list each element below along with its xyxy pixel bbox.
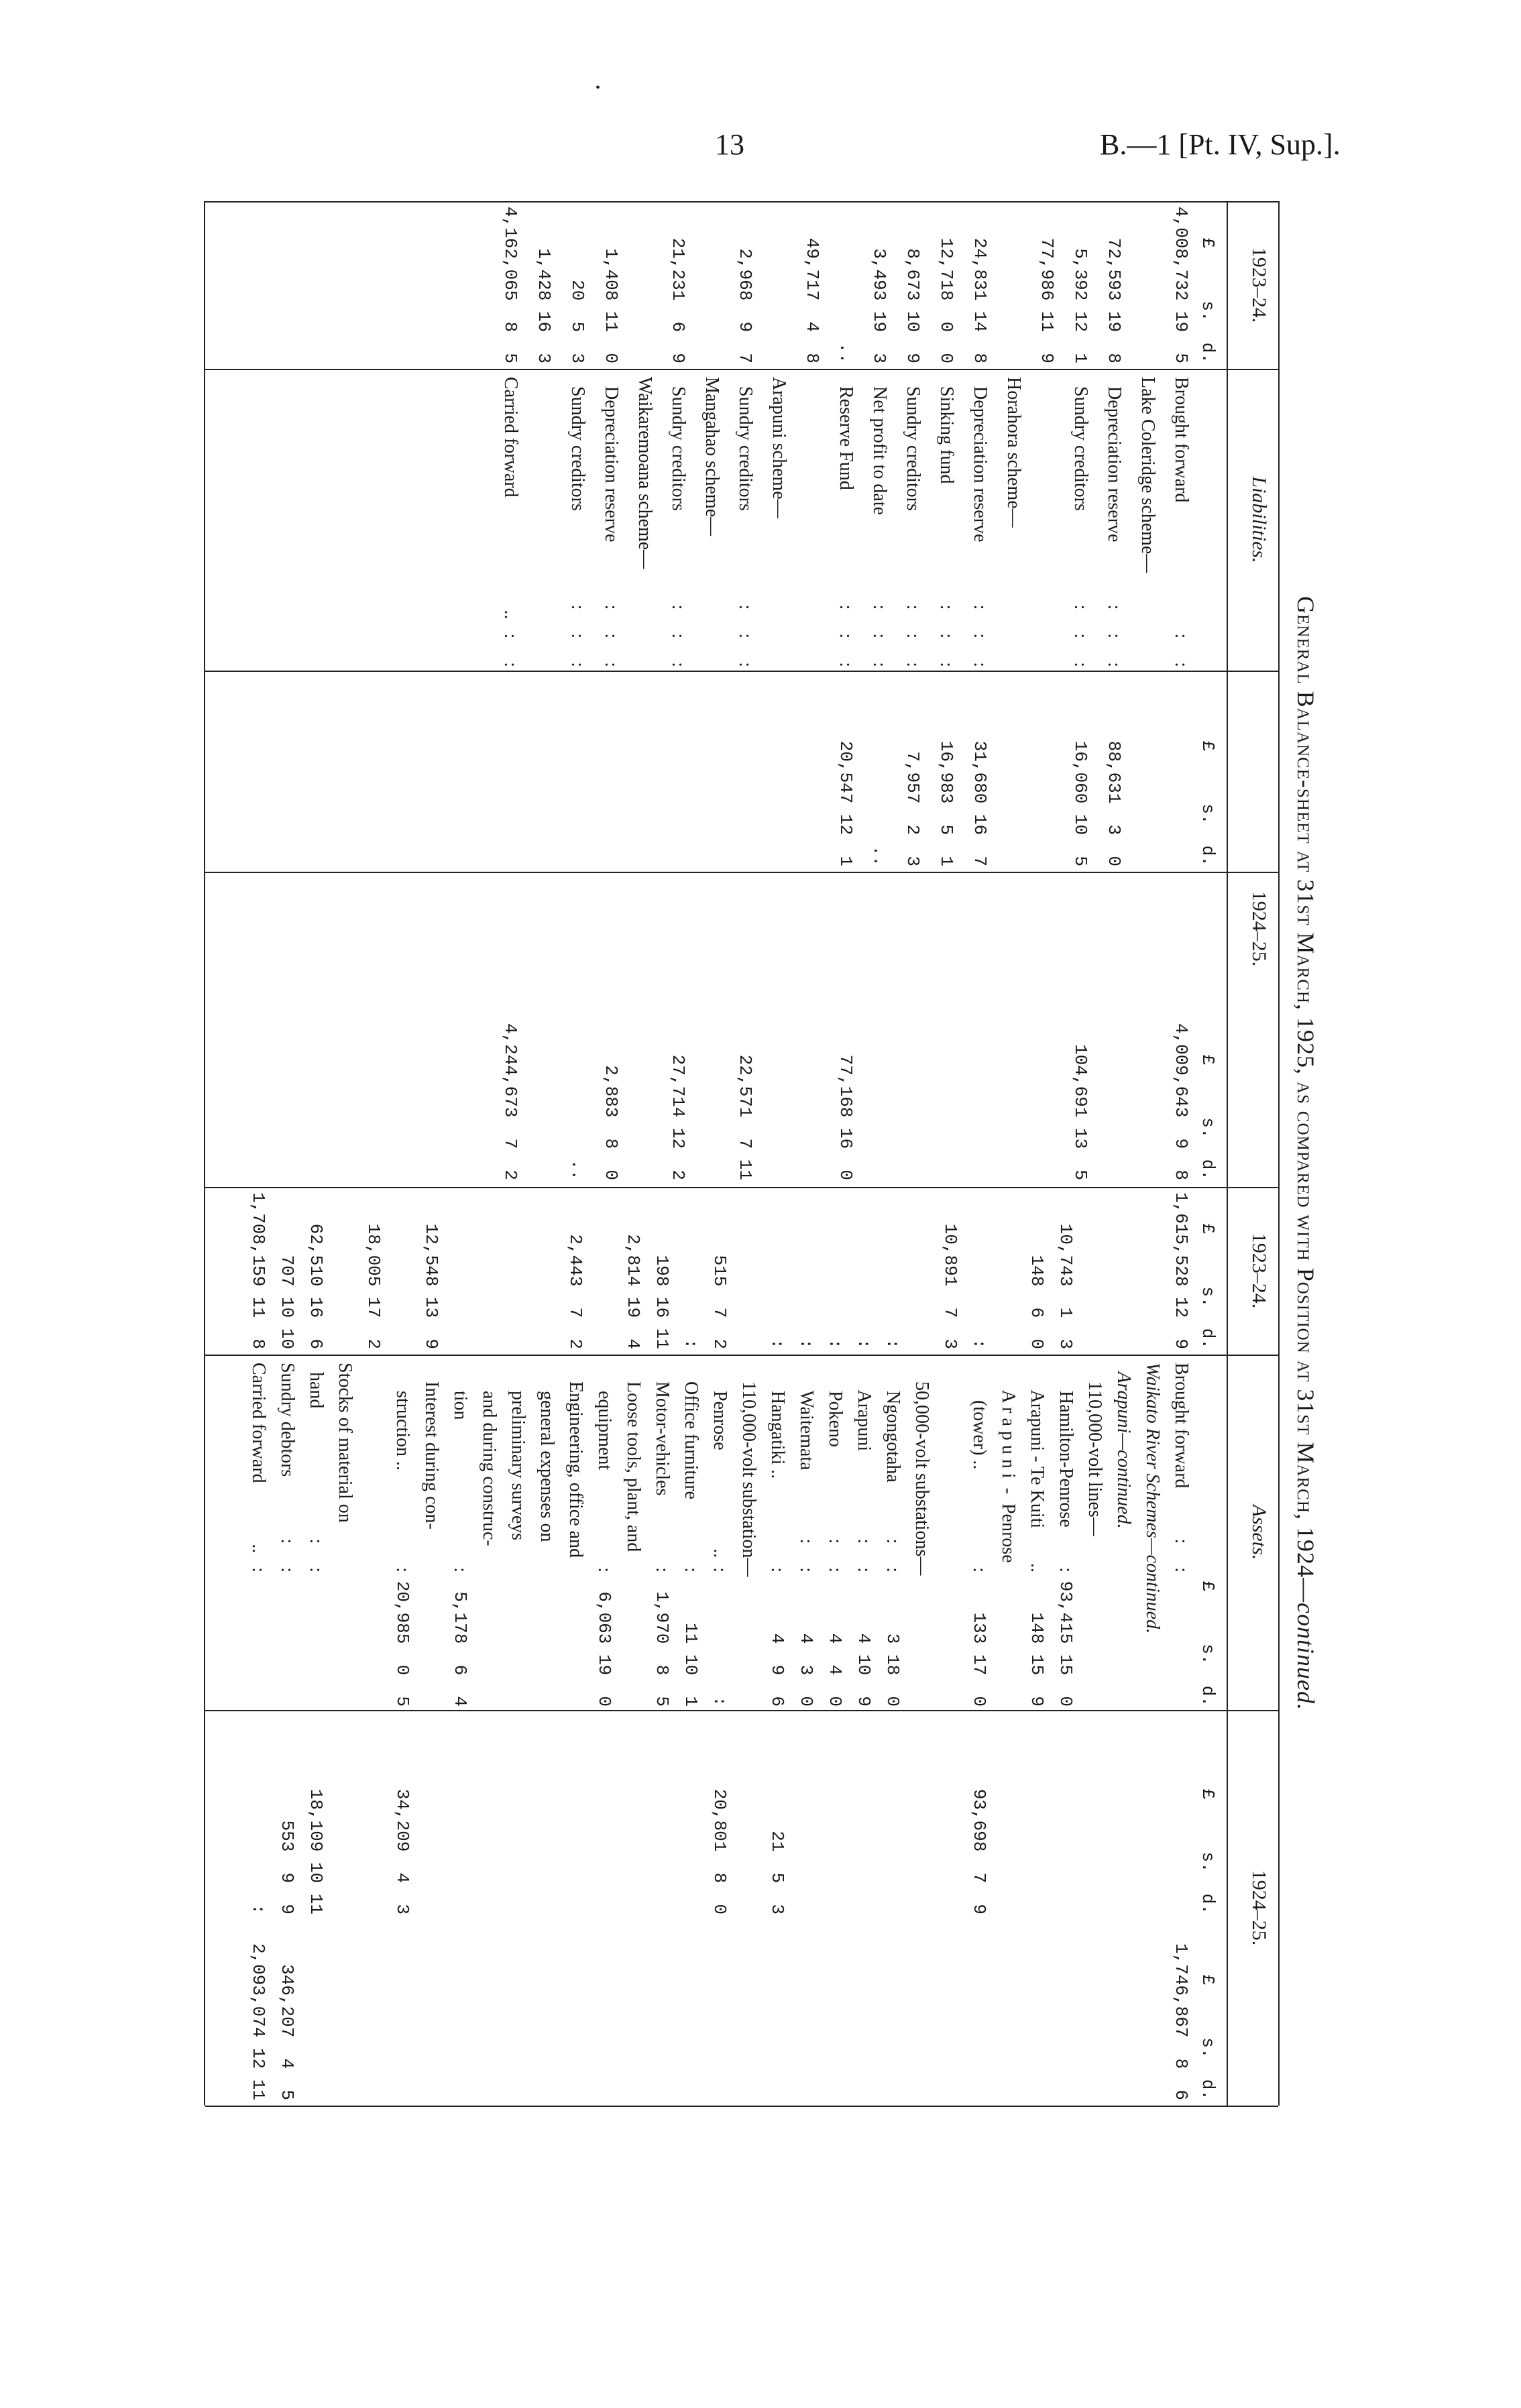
assets-item-dots: : : (883, 1538, 903, 1572)
assets-item-dots: .. : (710, 1548, 730, 1572)
liab-item-label: Sinking fund (936, 377, 957, 484)
liab-item-dots: : : : (970, 604, 991, 667)
assets-sub-amount: 20,985 0 5 (392, 1581, 412, 1707)
assets-item-label: Carried forward (248, 1363, 269, 1483)
assets-sub-amount: 4 10 9 (854, 1633, 874, 1707)
assets-item-dots: : : (306, 1538, 327, 1572)
liab-total-amount: 4,009,643 9 8 (1171, 1023, 1191, 1180)
assets-sub-amount: 133 17 0 (969, 1612, 989, 1707)
assets-sub-amount: 148 15 9 (1027, 1612, 1047, 1707)
assets-col-label: Assets. (1248, 1504, 1270, 1560)
liab-item-label: Sundry creditors (903, 377, 923, 511)
liab-prev-amount: 4,162,065 8 5 (500, 207, 520, 364)
liab-item-dots: : : : (903, 604, 923, 667)
page-number: 13 (715, 128, 744, 161)
liab-prev-amount: 21,231 6 9 (668, 237, 688, 363)
assets-item-label: 50,000-volt substations— (911, 1363, 932, 1576)
assets-prev-amount: : (854, 1338, 874, 1349)
assets-item-dots: : (392, 1567, 413, 1572)
liab-item-label: Arapuni scheme— (769, 377, 789, 518)
page-reference: B.—1 [Pt. IV, Sup.]. (1100, 128, 1341, 161)
assets-prev-amount: 10,743 1 3 (1056, 1223, 1076, 1349)
assets-item-label: Arapuni - Te Kuiti (1027, 1363, 1048, 1529)
assets-prev-amount: : (796, 1338, 816, 1349)
liab-col-1924-25: 1924–25. (1248, 891, 1270, 967)
assets-item-dots: : : (854, 1538, 875, 1572)
assets-sub-amount: 3 18 0 (883, 1633, 903, 1707)
liab-total-amount: 77,168 16 0 (836, 1054, 856, 1180)
liab-total-amount: 2,883 8 0 (601, 1065, 621, 1180)
assets-item-dots: : : (277, 1538, 298, 1572)
liab-item-dots: : : : (567, 604, 588, 667)
liab-item-dots: : : (1171, 633, 1192, 667)
assets-prev-amount: : (767, 1338, 787, 1349)
liab-item-label: Waikaremoana scheme— (634, 377, 655, 569)
assets-unit-sub: £ s. d. (1198, 1581, 1218, 1707)
liab-item-dots: : : : (668, 604, 689, 667)
assets-item-label: Engineering, office and (565, 1363, 586, 1558)
assets-item-dots: : (1056, 1567, 1076, 1572)
liab-item-label: Depreciation reserve (1104, 377, 1125, 542)
liab-item-dots: : : : (836, 604, 856, 667)
assets-prev-amount: : (969, 1338, 989, 1349)
assets-detail-amount: 93,698 7 9 (969, 1788, 989, 1914)
liab-prev-amount: 1,408 11 0 (601, 248, 621, 363)
liab-item-label: Sundry creditors (668, 377, 689, 511)
sheet-title (1292, 201, 1320, 2106)
assets-item-label: Office furniture (681, 1363, 701, 1499)
assets-sub-amount: 4 3 0 (796, 1633, 816, 1707)
liab-prev-amount: 3,493 19 3 (869, 248, 889, 363)
liab-item-dots: : : : (1070, 604, 1091, 667)
assets-item-label: equipment (594, 1363, 615, 1471)
title-continued: continued. (1292, 1603, 1319, 1711)
assets-prev-amount: : (681, 1338, 701, 1349)
liab-prev-amount: 2,968 9 7 (735, 248, 755, 363)
assets-item-label: hand (306, 1363, 327, 1409)
assets-total-amount: 2,093,074 12 11 (248, 1943, 268, 2100)
assets-prev-amount: 1,615,528 12 9 (1171, 1192, 1191, 1350)
liab-item-label: Lake Coleridge scheme— (1137, 377, 1158, 573)
balance-table (204, 201, 1280, 2106)
assets-item-label: Hangatiki .. (767, 1363, 788, 1479)
liab-unit-prev: £ s. d. (1198, 237, 1218, 363)
liab-total-amount: 104,691 13 5 (1070, 1044, 1090, 1180)
liab-item-dots: : : : (936, 604, 957, 667)
liab-detail-amount: 16,060 10 5 (1070, 740, 1090, 866)
assets-item-dots: .. : (248, 1544, 269, 1572)
assets-item-label: Loose tools, plant, and (623, 1363, 644, 1552)
assets-item-label: struction .. (392, 1363, 413, 1471)
assets-item-label: Waikato River Schemes—continued. (1142, 1363, 1163, 1634)
assets-item-dots: : (969, 1567, 990, 1572)
assets-unit-detail: £ s. d. (1198, 1788, 1218, 1914)
assets-item-label: Pokeno (825, 1363, 846, 1447)
liab-total-amount: 22,571 7 11 (735, 1054, 755, 1180)
assets-unit-prev: £ s. d. (1198, 1223, 1218, 1349)
liab-item-label: Sundry creditors (1070, 377, 1091, 511)
assets-item-dots: : : (825, 1538, 846, 1572)
assets-item-label: Arapuni (854, 1363, 875, 1452)
assets-sub-amount: 5,178 6 4 (450, 1591, 470, 1707)
assets-prev-amount: 198 16 11 (652, 1255, 672, 1349)
liab-item-dots: : : : (601, 604, 622, 667)
assets-item-label: 110,000-volt lines— (1084, 1363, 1105, 1536)
assets-item-dots: : (450, 1567, 471, 1572)
liab-col-1923-24: 1923–24. (1248, 247, 1270, 323)
title-main: General Balance-sheet at 31st March, 1925, as compared with Position at 31st March, 1924— (1292, 596, 1319, 1603)
liab-prev-amount: 5,392 12 1 (1070, 248, 1090, 363)
assets-item-dots: : (594, 1567, 615, 1572)
assets-sub-amount: 1,970 8 5 (652, 1591, 672, 1707)
assets-item-label: preliminary surveys (508, 1363, 528, 1541)
assets-prev-amount: 2,814 19 4 (623, 1234, 643, 1349)
liab-item-label: Carried forward (500, 377, 521, 498)
assets-col-1924-25: 1924–25. (1248, 1870, 1270, 1946)
assets-prev-amount: 2,443 7 2 (565, 1234, 585, 1349)
assets-sub-amount: 4 9 6 (767, 1633, 787, 1707)
assets-prev-amount: 515 7 2 (710, 1255, 730, 1349)
assets-item-dots: : (681, 1567, 701, 1572)
assets-detail-amount: 18,109 10 11 (306, 1788, 326, 1914)
assets-item-label: (tower) .. (969, 1363, 990, 1470)
liab-total-amount: 4,244,673 7 2 (500, 1023, 520, 1180)
liab-prev-amount: 77,986 11 9 (1037, 237, 1057, 363)
liab-item-label: Depreciation reserve (601, 377, 622, 542)
liab-prev-amount: .. (836, 342, 856, 363)
liab-detail-amount: 31,680 16 7 (970, 740, 990, 866)
assets-item-label: general expenses on (537, 1363, 557, 1542)
liab-item-dots: : : : (869, 604, 890, 667)
assets-prev-amount: 12,548 13 9 (421, 1223, 441, 1349)
assets-item-label: Ngongotaha (883, 1363, 903, 1483)
liab-detail-amount: 7,957 2 3 (903, 751, 923, 866)
liab-unit-detail: £ s. d. (1198, 740, 1218, 866)
assets-item-label: Hamilton-Penrose (1056, 1363, 1076, 1528)
assets-sub-amount: 93,415 15 0 (1056, 1581, 1076, 1707)
liab-item-label: Sundry creditors (735, 377, 756, 511)
assets-prev-amount: : (825, 1338, 845, 1349)
liab-detail-amount: 88,631 3 0 (1104, 740, 1124, 866)
liab-prev-amount: 12,718 0 0 (936, 237, 956, 363)
assets-total-amount: 346,207 4 5 (277, 1964, 297, 2100)
assets-sub-amount: 11 10 1 (681, 1623, 701, 1707)
assets-detail-amount: 553 9 9 (277, 1820, 297, 1914)
assets-unit-total: £ s. d. (1198, 1974, 1218, 2100)
assets-item-label: 110,000-volt substation— (738, 1363, 759, 1577)
assets-item-label: Motor-vehicles (652, 1363, 673, 1496)
assets-prev-amount: 18,005 17 2 (363, 1223, 384, 1349)
assets-prev-amount: 10,891 7 3 (940, 1223, 960, 1349)
liab-prev-amount: 72,593 19 8 (1104, 237, 1124, 363)
assets-prev-amount: 62,510 16 6 (306, 1223, 326, 1349)
liab-item-label: Net profit to date (869, 377, 890, 516)
assets-item-label: A r a p u n i - Penrose (998, 1363, 1019, 1563)
liab-item-dots: : : : (735, 604, 756, 667)
assets-col-1923-24: 1923–24. (1248, 1232, 1270, 1309)
assets-detail-amount: 21 5 3 (767, 1831, 787, 1914)
liab-item-label: Mangahao scheme— (701, 377, 722, 536)
assets-detail-amount: 34,209 4 3 (392, 1788, 412, 1914)
assets-item-dots: : (767, 1567, 788, 1572)
assets-item-dots: : : (1171, 1538, 1192, 1572)
assets-prev-amount: 707 10 10 (277, 1255, 297, 1349)
assets-item-label: Stocks of material on (335, 1363, 355, 1523)
assets-item-dots: .. (1027, 1563, 1048, 1572)
stray-mark: • (596, 80, 601, 95)
liab-detail-amount: 16,983 5 1 (936, 740, 956, 866)
assets-prev-amount: 1,708,159 11 8 (248, 1192, 268, 1350)
liab-detail-amount: 20,547 12 1 (836, 740, 856, 866)
assets-sub-amount: : (710, 1696, 730, 1707)
liab-total-amount: .. (567, 1159, 587, 1180)
liab-unit-total: £ s. d. (1198, 1054, 1218, 1180)
liab-item-label: Depreciation reserve (970, 377, 991, 542)
liab-prev-amount: 49,717 4 8 (802, 237, 822, 363)
liab-col-label: Liabilities. (1248, 476, 1270, 563)
liab-prev-amount: 8,673 10 9 (903, 248, 923, 363)
assets-item-label: and during construc- (479, 1363, 500, 1546)
assets-prev-amount: : (883, 1338, 903, 1349)
assets-item-label: Arapuni—continued. (1113, 1363, 1134, 1529)
liab-item-label: Reserve Fund (836, 377, 856, 490)
assets-detail-amount: 20,801 8 0 (710, 1788, 730, 1914)
assets-item-dots: : (652, 1567, 673, 1572)
liab-item-label: Horahora scheme— (1003, 377, 1024, 528)
assets-detail-amount: : (248, 1904, 268, 1914)
liab-item-dots: : : : (1104, 604, 1125, 667)
assets-sub-amount: 4 4 0 (825, 1633, 845, 1707)
liab-detail-amount: .. (869, 845, 889, 866)
liab-item-label: Brought forward (1171, 377, 1192, 503)
liab-item-label: Sundry creditors (567, 377, 588, 511)
assets-sub-amount: 6,063 19 0 (594, 1591, 614, 1707)
liab-prev-amount: 4,008,732 19 5 (1171, 207, 1191, 364)
liab-prev-amount: 24,831 14 8 (970, 237, 990, 363)
liab-prev-amount: 20 5 3 (567, 280, 587, 363)
assets-item-label: Waitemata (796, 1363, 817, 1471)
assets-item-dots: : : (796, 1538, 817, 1572)
assets-item-label: Brought forward (1171, 1363, 1192, 1489)
assets-item-label: Interest during con- (421, 1363, 442, 1530)
rotated-balance-sheet (180, 201, 1320, 2106)
assets-total-amount: 1,746,867 8 6 (1171, 1943, 1191, 2100)
liab-total-amount: 27,714 12 2 (668, 1054, 688, 1180)
assets-item-label: Sundry debtors (277, 1363, 298, 1477)
assets-prev-amount: 148 6 0 (1027, 1255, 1047, 1349)
assets-item-label: Penrose (710, 1363, 730, 1450)
liab-prev-amount: 1,428 16 3 (534, 248, 554, 363)
liab-item-dots: .. : : (500, 610, 521, 667)
assets-item-label: tion (450, 1363, 471, 1420)
